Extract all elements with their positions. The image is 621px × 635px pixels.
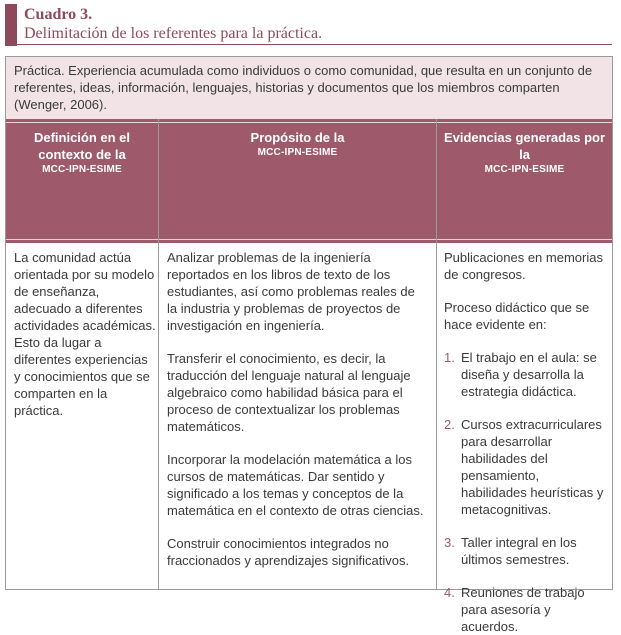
header-proposito — [159, 119, 436, 243]
list-item-number: 2. — [444, 417, 455, 432]
list-item — [444, 534, 608, 568]
caption-accent-bar — [5, 4, 17, 46]
list-item-number: 3. — [444, 535, 455, 550]
header-definicion — [6, 119, 158, 243]
table — [5, 56, 613, 634]
evidencias-list — [444, 349, 608, 635]
list-item-text: Cursos extracurriculares para desarrollar habilidades del pensamiento, habilidades heurísticas y metacognitivas. — [461, 417, 604, 517]
header-definicion-subtitle: MCC-IPN-ESIME — [42, 164, 122, 175]
list-item-number: 4. — [444, 585, 455, 600]
cell-definicion — [6, 243, 158, 589]
list-item-text: El trabajo en el aula: se diseña y desarrolla la estrategia didáctica. — [461, 350, 597, 399]
proposito-paragraph: Analizar problemas de la ingeniería reportados en los libros de texto de los estudiantes, así como problemas reales de la industria y problemas de proyectos de investigación en ingeniería. — [167, 250, 415, 333]
list-item-text: Taller integral en los últimos semestres. — [461, 535, 577, 567]
list-item — [444, 349, 608, 400]
list-item — [444, 416, 608, 518]
proposito-paragraph: Incorporar la modelación matemática a los cursos de matemáticas. Dar sentido y significado a los temas y conceptos de la matemática en el contexto de otras ciencias. — [167, 452, 424, 518]
list-item-text: Reuniones de trabajo para asesoría y acuerdos. — [461, 585, 585, 634]
header-evidencias — [437, 119, 612, 243]
definicion-text: La comunidad actúa orientada por su modelo de enseñanza, adecuado a diferentes actividades académicas. Esto da lugar a diferentes experiencias y conocimientos que se comparten en la práctica. — [14, 250, 156, 418]
proposito-paragraph: Construir conocimientos integrados no fraccionados y aprendizajes significativos. — [167, 536, 410, 568]
evidencias-paragraph: Proceso didáctico que se hace evidente en: — [444, 300, 590, 332]
list-item-number: 1. — [444, 350, 455, 365]
list-item — [444, 584, 608, 635]
intro-definition: Práctica. Experiencia acumulada como individuos o como comunidad, que resulta en un conjunto de referentes, ideas, información, lenguajes, historias y documentos que los miembros comparten (Wenger, 2006). — [6, 57, 612, 119]
header-definicion-title: Definición en el contexto de la — [33, 130, 131, 162]
cell-proposito — [159, 243, 436, 589]
caption-label: Cuadro 3. — [24, 6, 93, 23]
cell-evidencias — [437, 243, 612, 634]
header-evidencias-title: Evidencias generadas por la — [443, 130, 606, 162]
proposito-paragraph: Transferir el conocimiento, es decir, la traducción del lenguaje natural al lenguaje algebraico como habilidad básica para el proceso de contextualizar los problemas matemáticos. — [167, 351, 411, 434]
header-evidencias-subtitle: MCC-IPN-ESIME — [484, 164, 565, 175]
evidencias-paragraph: Publicaciones en memorias de congresos. — [444, 250, 603, 282]
table-caption — [5, 4, 612, 45]
caption-title: Delimitación de los referentes para la práctica. — [24, 25, 323, 42]
header-proposito-title: Propósito de la — [250, 130, 345, 145]
header-proposito-subtitle: MCC-IPN-ESIME — [257, 147, 338, 158]
